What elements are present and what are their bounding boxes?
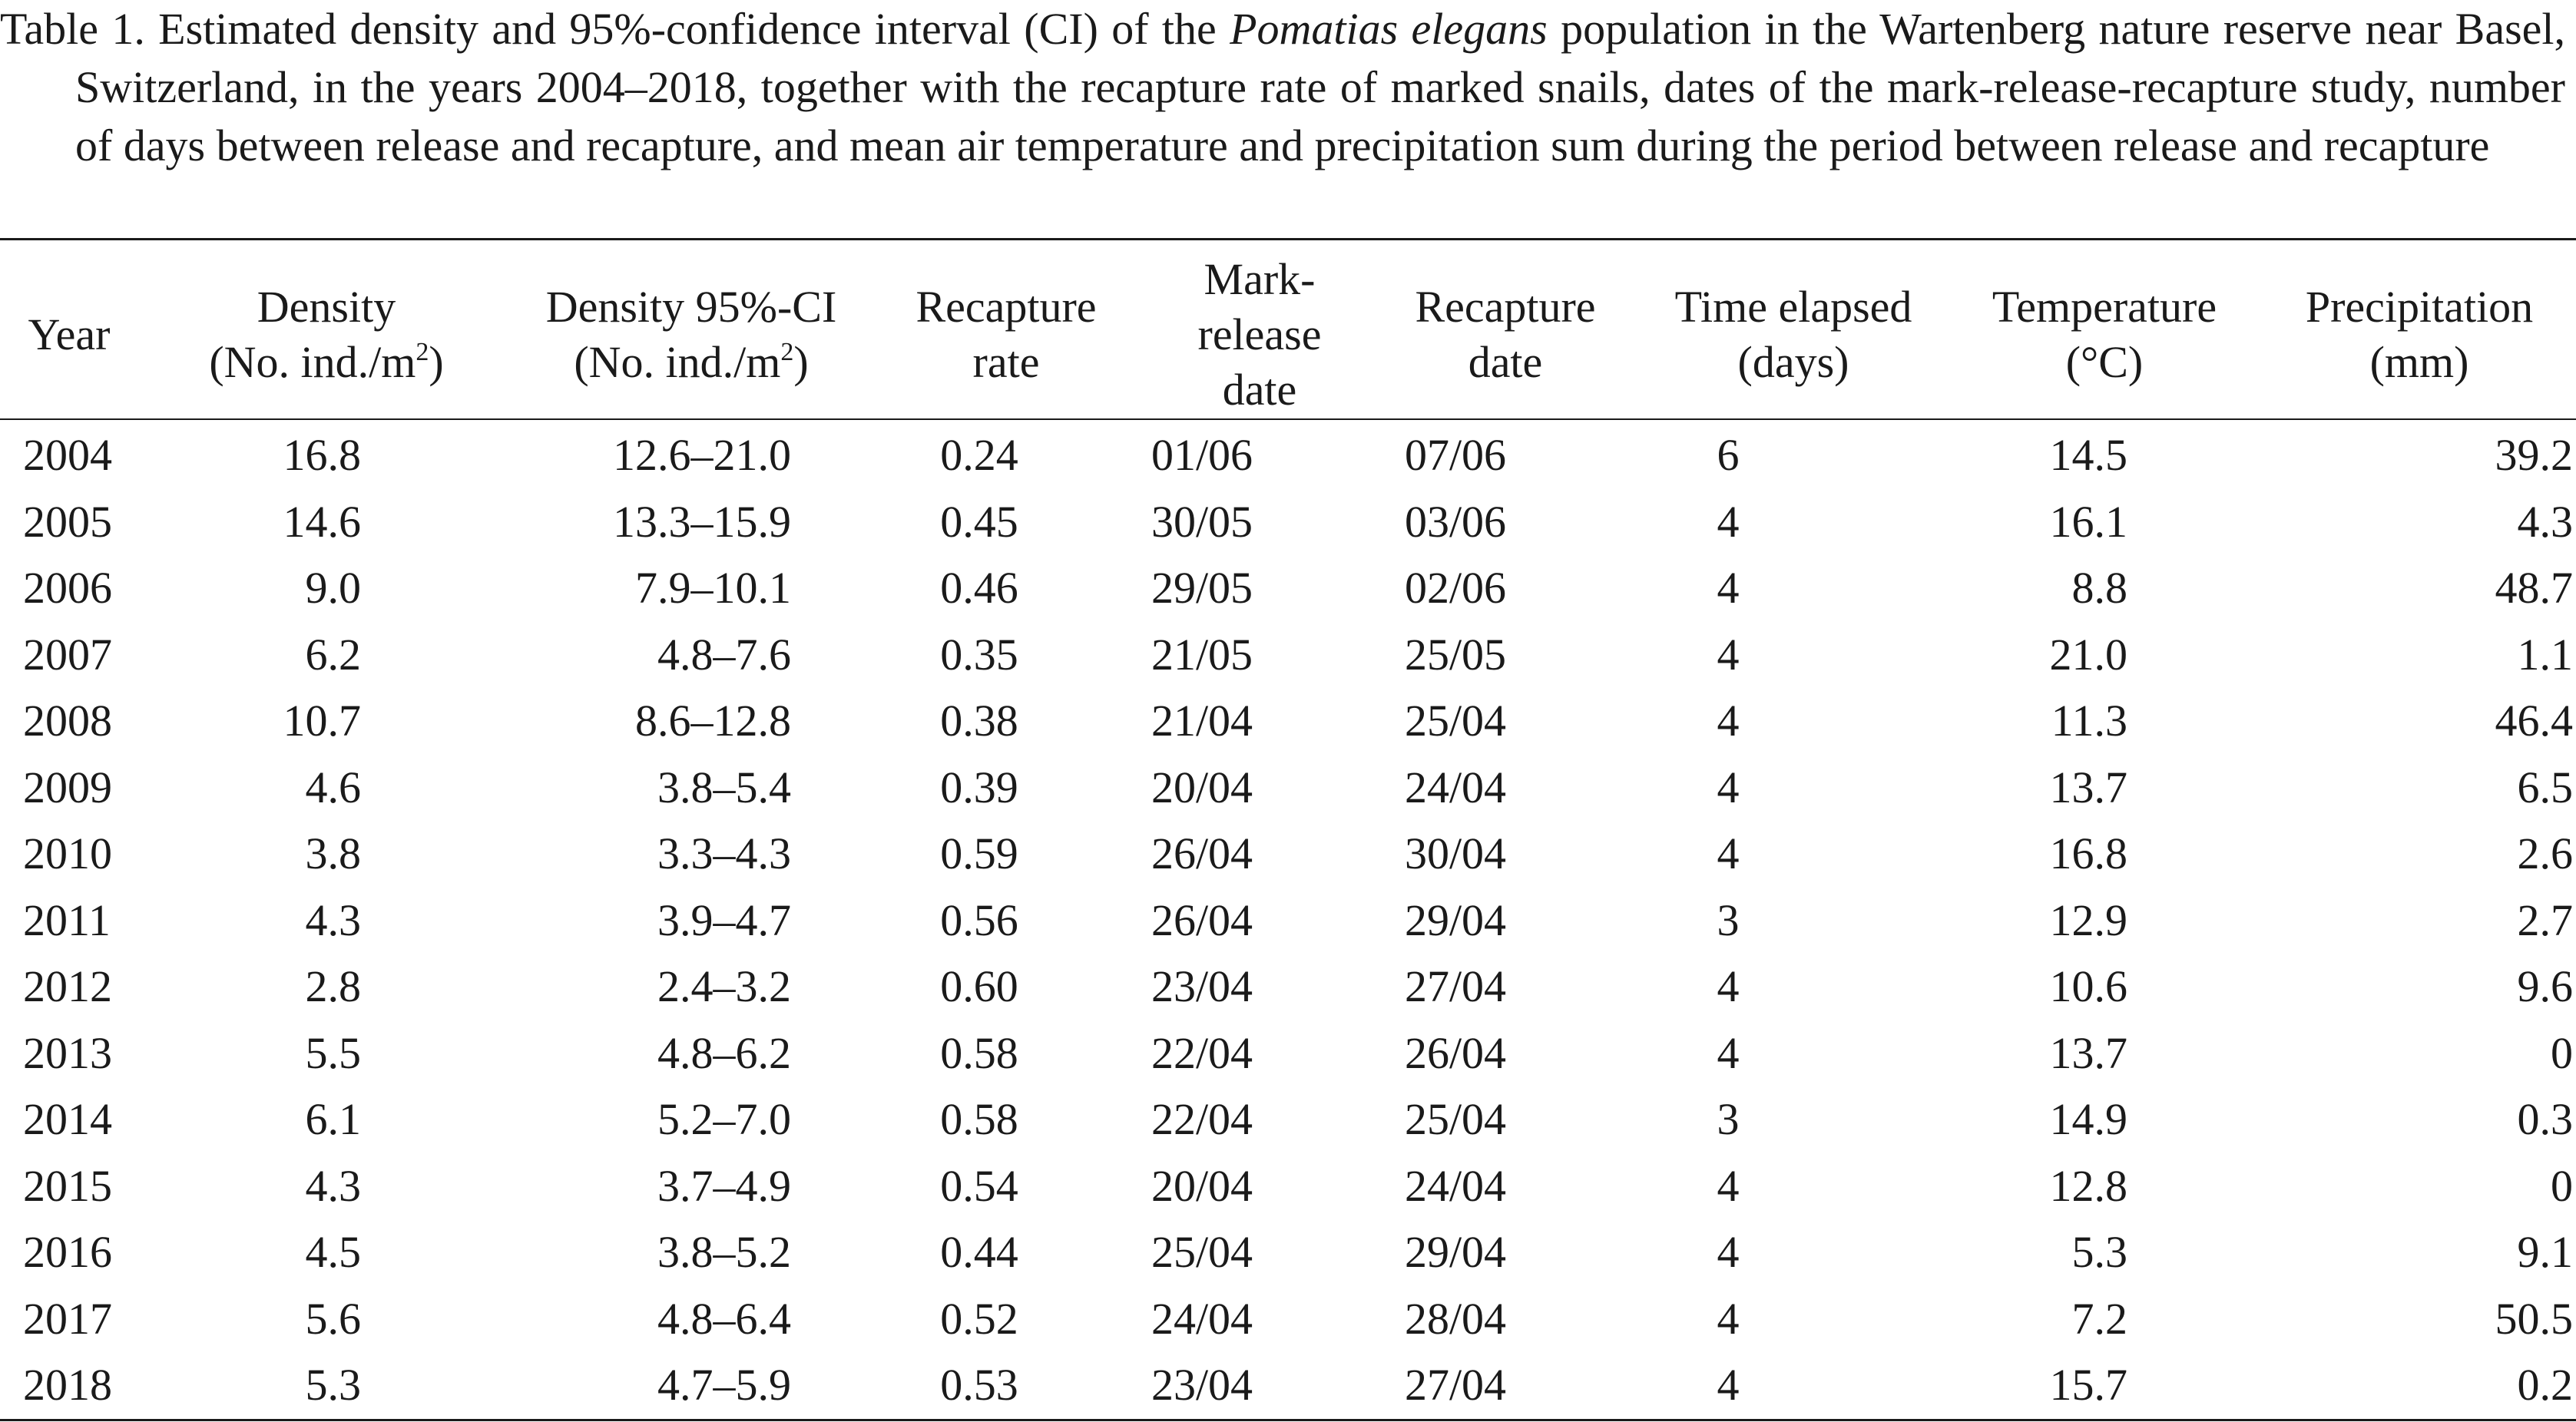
cell-ci: 3.8–5.2 xyxy=(657,1227,791,1277)
cell-density: 4.3 xyxy=(305,895,361,945)
cell-temperature: 12.9 xyxy=(2049,895,2127,945)
cell-mark-release-date: 01/06 xyxy=(1151,430,1253,480)
cell-temperature: 16.1 xyxy=(2049,496,2127,547)
header-density-line1: Density xyxy=(257,282,396,332)
header-temperature-line2: (°C) xyxy=(2065,337,2144,387)
cell-ci: 13.3–15.9 xyxy=(613,496,791,547)
column-spacer xyxy=(791,954,883,1020)
cell-density: 14.6 xyxy=(283,496,361,547)
cell-ci: 12.6–21.0 xyxy=(613,430,791,480)
cell-recapture-rate: 0.44 xyxy=(940,1227,1018,1277)
caption-species: Pomatias elegans xyxy=(1230,4,1548,54)
header-density xyxy=(169,253,484,416)
table-top-rule xyxy=(0,238,2576,240)
column-spacer xyxy=(2127,422,2281,489)
cell-mark-release-date: 30/05 xyxy=(1151,496,1253,547)
column-spacer xyxy=(2127,622,2281,689)
cell-time-elapsed: 4 xyxy=(1717,696,1740,746)
cell-recapture-date: 24/04 xyxy=(1404,1160,1507,1211)
cell-mark-release-date: 21/04 xyxy=(1151,696,1253,746)
cell-temperature: 5.3 xyxy=(2071,1227,2127,1277)
header-ci-line1: Density 95%-CI xyxy=(545,282,837,332)
table-row xyxy=(0,489,2573,556)
column-spacer xyxy=(791,755,883,822)
cell-temperature: 13.7 xyxy=(2049,1027,2127,1078)
cell-mark-release-date: 24/04 xyxy=(1151,1293,1253,1344)
cell-recapture-rate: 0.58 xyxy=(940,1027,1018,1078)
cell-temperature: 11.3 xyxy=(2051,696,2127,746)
cell-precipitation: 0 xyxy=(2551,1027,2573,1078)
cell-recapture-rate: 0.58 xyxy=(940,1094,1018,1144)
cell-density: 5.3 xyxy=(305,1360,361,1410)
header-time-line2: (days) xyxy=(1737,337,1849,387)
header-recapture-date xyxy=(1390,253,1621,416)
header-density-close: ) xyxy=(429,337,444,387)
column-spacer xyxy=(791,1153,883,1220)
column-spacer xyxy=(2127,1086,2281,1153)
cell-time-elapsed: 4 xyxy=(1717,1027,1740,1078)
header-precipitation-line1: Precipitation xyxy=(2305,282,2534,332)
header-mark-line3: date xyxy=(1222,365,1297,415)
cell-temperature: 16.8 xyxy=(2049,828,2127,878)
cell-year: 2006 xyxy=(23,563,112,613)
cell-precipitation: 4.3 xyxy=(2517,496,2573,547)
cell-time-elapsed: 4 xyxy=(1717,1293,1740,1344)
cell-recapture-date: 25/04 xyxy=(1404,1094,1507,1144)
header-mark-line2: release xyxy=(1197,309,1322,359)
column-spacer xyxy=(361,888,499,954)
header-recapture-rate-line2: rate xyxy=(972,337,1040,387)
column-spacer xyxy=(2127,1153,2281,1220)
header-ci-unit: (No. ind./m xyxy=(574,337,781,387)
cell-temperature: 10.6 xyxy=(2049,961,2127,1011)
cell-precipitation: 0.2 xyxy=(2517,1360,2573,1410)
cell-time-elapsed: 4 xyxy=(1717,1360,1740,1410)
table-row xyxy=(0,755,2573,822)
cell-precipitation: 2.7 xyxy=(2517,895,2573,945)
cell-time-elapsed: 3 xyxy=(1717,1094,1740,1144)
cell-density: 3.8 xyxy=(305,828,361,878)
cell-time-elapsed: 4 xyxy=(1717,762,1740,812)
column-spacer xyxy=(791,622,883,689)
cell-density: 2.8 xyxy=(305,961,361,1011)
cell-mark-release-date: 25/04 xyxy=(1151,1227,1253,1277)
cell-mark-release-date: 23/04 xyxy=(1151,1360,1253,1410)
column-spacer xyxy=(791,555,883,622)
cell-ci: 3.9–4.7 xyxy=(657,895,791,945)
cell-recapture-rate: 0.59 xyxy=(940,828,1018,878)
header-temperature-line1: Temperature xyxy=(1992,282,2217,332)
header-mark-release-date xyxy=(1167,253,1352,416)
cell-temperature: 14.9 xyxy=(2049,1094,2127,1144)
column-spacer xyxy=(2127,1286,2281,1353)
cell-recapture-date: 27/04 xyxy=(1404,1360,1507,1410)
cell-time-elapsed: 4 xyxy=(1717,828,1740,878)
cell-time-elapsed: 4 xyxy=(1717,1227,1740,1277)
cell-density: 6.1 xyxy=(305,1094,361,1144)
column-spacer xyxy=(361,1086,499,1153)
header-recapture-rate-line1: Recapture xyxy=(916,282,1097,332)
cell-precipitation: 46.4 xyxy=(2495,696,2573,746)
cell-recapture-date: 28/04 xyxy=(1404,1293,1507,1344)
column-spacer xyxy=(791,688,883,755)
cell-density: 6.2 xyxy=(305,629,361,680)
cell-ci: 4.8–6.4 xyxy=(657,1293,791,1344)
cell-density: 5.6 xyxy=(305,1293,361,1344)
cell-recapture-date: 27/04 xyxy=(1404,961,1507,1011)
column-spacer xyxy=(361,1352,499,1419)
cell-temperature: 13.7 xyxy=(2049,762,2127,812)
column-spacer xyxy=(791,821,883,888)
cell-precipitation: 6.5 xyxy=(2517,762,2573,812)
table-row xyxy=(0,1219,2573,1286)
column-spacer xyxy=(361,555,499,622)
column-spacer xyxy=(2127,1352,2281,1419)
cell-density: 9.0 xyxy=(305,563,361,613)
cell-recapture-date: 25/05 xyxy=(1404,629,1507,680)
column-spacer xyxy=(361,821,499,888)
cell-recapture-rate: 0.39 xyxy=(940,762,1018,812)
caption-prefix: Table 1. Estimated density and 95%-confidence interval (CI) of the xyxy=(0,4,1230,54)
cell-year: 2007 xyxy=(23,629,112,680)
cell-precipitation: 39.2 xyxy=(2495,430,2573,480)
column-spacer xyxy=(2127,821,2281,888)
cell-year: 2011 xyxy=(23,895,111,945)
cell-mark-release-date: 29/05 xyxy=(1151,563,1253,613)
cell-recapture-date: 25/04 xyxy=(1404,696,1507,746)
column-spacer xyxy=(791,1086,883,1153)
cell-ci: 5.2–7.0 xyxy=(657,1094,791,1144)
column-spacer xyxy=(2127,954,2281,1020)
cell-time-elapsed: 3 xyxy=(1717,895,1740,945)
column-spacer xyxy=(2127,489,2281,556)
header-ci-close: ) xyxy=(793,337,809,387)
cell-year: 2017 xyxy=(23,1293,112,1344)
cell-recapture-rate: 0.56 xyxy=(940,895,1018,945)
cell-recapture-rate: 0.35 xyxy=(940,629,1018,680)
cell-recapture-rate: 0.54 xyxy=(940,1160,1018,1211)
cell-ci: 3.8–5.4 xyxy=(657,762,791,812)
cell-ci: 4.8–7.6 xyxy=(657,629,791,680)
header-time-elapsed xyxy=(1644,253,1943,416)
cell-recapture-date: 03/06 xyxy=(1404,496,1507,547)
cell-precipitation: 0.3 xyxy=(2517,1094,2573,1144)
cell-time-elapsed: 6 xyxy=(1717,430,1740,480)
cell-temperature: 8.8 xyxy=(2071,563,2127,613)
column-spacer xyxy=(791,1020,883,1087)
header-precipitation xyxy=(2266,253,2573,416)
cell-precipitation: 9.1 xyxy=(2517,1227,2573,1277)
cell-temperature: 15.7 xyxy=(2049,1360,2127,1410)
table-row xyxy=(0,555,2573,622)
header-density-sup: 2 xyxy=(416,338,429,366)
cell-recapture-date: 02/06 xyxy=(1404,563,1507,613)
cell-ci: 4.7–5.9 xyxy=(657,1360,791,1410)
cell-recapture-rate: 0.38 xyxy=(940,696,1018,746)
cell-density: 10.7 xyxy=(283,696,361,746)
table-row xyxy=(0,888,2573,954)
cell-precipitation: 50.5 xyxy=(2495,1293,2573,1344)
cell-year: 2016 xyxy=(23,1227,112,1277)
cell-year: 2005 xyxy=(23,496,112,547)
cell-recapture-date: 30/04 xyxy=(1404,828,1507,878)
cell-recapture-date: 29/04 xyxy=(1404,1227,1507,1277)
column-spacer xyxy=(361,954,499,1020)
cell-year: 2012 xyxy=(23,961,112,1011)
cell-recapture-rate: 0.24 xyxy=(940,430,1018,480)
column-spacer xyxy=(361,1153,499,1220)
cell-year: 2004 xyxy=(23,430,112,480)
table-row xyxy=(0,688,2573,755)
cell-recapture-date: 07/06 xyxy=(1404,430,1507,480)
cell-time-elapsed: 4 xyxy=(1717,563,1740,613)
cell-precipitation: 0 xyxy=(2551,1160,2573,1211)
cell-recapture-rate: 0.60 xyxy=(940,961,1018,1011)
cell-year: 2014 xyxy=(23,1094,112,1144)
cell-precipitation: 1.1 xyxy=(2517,629,2573,680)
table-header-rule xyxy=(0,418,2576,420)
cell-temperature: 7.2 xyxy=(2071,1293,2127,1344)
column-spacer xyxy=(791,888,883,954)
table-row xyxy=(0,1352,2573,1419)
cell-density: 16.8 xyxy=(283,430,361,480)
cell-density: 4.6 xyxy=(305,762,361,812)
cell-temperature: 21.0 xyxy=(2049,629,2127,680)
caption-suffix: population in the Wartenberg nature reserve near Basel, Switzerland, in the years 2004–2018, together with the recapture rate of marked snails, dates of the mark-release-recapture study, number of days between release and recapture, and mean air temperature and precipitation sum during the period between release and recapture xyxy=(75,4,2565,170)
cell-mark-release-date: 26/04 xyxy=(1151,895,1253,945)
column-spacer xyxy=(361,1286,499,1353)
cell-mark-release-date: 23/04 xyxy=(1151,961,1253,1011)
header-density-line2 xyxy=(209,335,443,390)
cell-recapture-date: 29/04 xyxy=(1404,895,1507,945)
cell-density: 4.3 xyxy=(305,1160,361,1211)
cell-recapture-rate: 0.52 xyxy=(940,1293,1018,1344)
column-spacer xyxy=(361,755,499,822)
column-spacer xyxy=(2127,1219,2281,1286)
cell-ci: 2.4–3.2 xyxy=(657,961,791,1011)
cell-recapture-date: 24/04 xyxy=(1404,762,1507,812)
column-spacer xyxy=(791,1286,883,1353)
header-mark-line1: Mark- xyxy=(1204,254,1316,304)
header-time-line1: Time elapsed xyxy=(1674,282,1912,332)
column-spacer xyxy=(2127,755,2281,822)
cell-year: 2015 xyxy=(23,1160,112,1211)
column-spacer xyxy=(361,422,499,489)
column-spacer xyxy=(361,1020,499,1087)
header-ci-line2 xyxy=(574,335,808,390)
header-year xyxy=(15,253,123,416)
cell-temperature: 14.5 xyxy=(2049,430,2127,480)
header-recapture-date-line1: Recapture xyxy=(1415,282,1596,332)
cell-recapture-rate: 0.53 xyxy=(940,1360,1018,1410)
header-year-label: Year xyxy=(28,309,111,359)
cell-density: 4.5 xyxy=(305,1227,361,1277)
table-row xyxy=(0,1086,2573,1153)
cell-recapture-rate: 0.45 xyxy=(940,496,1018,547)
header-precipitation-line2: (mm) xyxy=(2369,337,2469,387)
column-spacer xyxy=(2127,888,2281,954)
header-ci-sup: 2 xyxy=(780,338,794,366)
cell-mark-release-date: 26/04 xyxy=(1151,828,1253,878)
cell-recapture-date: 26/04 xyxy=(1404,1027,1507,1078)
header-recapture-rate xyxy=(883,253,1129,416)
cell-ci: 3.7–4.9 xyxy=(657,1160,791,1211)
cell-density: 5.5 xyxy=(305,1027,361,1078)
column-spacer xyxy=(2127,688,2281,755)
cell-mark-release-date: 22/04 xyxy=(1151,1094,1253,1144)
table-bottom-rule xyxy=(0,1419,2576,1421)
cell-ci: 8.6–12.8 xyxy=(635,696,791,746)
cell-recapture-rate: 0.46 xyxy=(940,563,1018,613)
column-spacer xyxy=(791,1352,883,1419)
cell-time-elapsed: 4 xyxy=(1717,496,1740,547)
column-spacer xyxy=(361,688,499,755)
column-spacer xyxy=(791,1219,883,1286)
cell-mark-release-date: 21/05 xyxy=(1151,629,1253,680)
cell-temperature: 12.8 xyxy=(2049,1160,2127,1211)
cell-time-elapsed: 4 xyxy=(1717,1160,1740,1211)
cell-ci: 3.3–4.3 xyxy=(657,828,791,878)
cell-ci: 4.8–6.2 xyxy=(657,1027,791,1078)
cell-precipitation: 48.7 xyxy=(2495,563,2573,613)
column-spacer xyxy=(361,622,499,689)
cell-year: 2018 xyxy=(23,1360,112,1410)
cell-time-elapsed: 4 xyxy=(1717,961,1740,1011)
table-row xyxy=(0,954,2573,1020)
table-row xyxy=(0,821,2573,888)
cell-mark-release-date: 20/04 xyxy=(1151,1160,1253,1211)
table-row xyxy=(0,1020,2573,1087)
column-spacer xyxy=(791,489,883,556)
cell-year: 2009 xyxy=(23,762,112,812)
cell-year: 2008 xyxy=(23,696,112,746)
cell-mark-release-date: 22/04 xyxy=(1151,1027,1253,1078)
cell-time-elapsed: 4 xyxy=(1717,629,1740,680)
cell-year: 2010 xyxy=(23,828,112,878)
cell-mark-release-date: 20/04 xyxy=(1151,762,1253,812)
cell-ci: 7.9–10.1 xyxy=(635,563,791,613)
column-spacer xyxy=(791,422,883,489)
header-density-unit: (No. ind./m xyxy=(209,337,416,387)
table-row xyxy=(0,1286,2573,1353)
cell-precipitation: 9.6 xyxy=(2517,961,2573,1011)
header-ci xyxy=(507,253,876,416)
header-temperature xyxy=(1958,253,2250,416)
data-table xyxy=(0,422,2573,1419)
table-row xyxy=(0,622,2573,689)
table-row xyxy=(0,1153,2573,1220)
column-spacer xyxy=(361,1219,499,1286)
header-recapture-date-line2: date xyxy=(1468,337,1543,387)
column-spacer xyxy=(2127,555,2281,622)
column-spacer xyxy=(2127,1020,2281,1087)
table-caption xyxy=(0,0,2565,175)
cell-precipitation: 2.6 xyxy=(2517,828,2573,878)
table-row xyxy=(0,422,2573,489)
cell-year: 2013 xyxy=(23,1027,112,1078)
column-spacer xyxy=(361,489,499,556)
